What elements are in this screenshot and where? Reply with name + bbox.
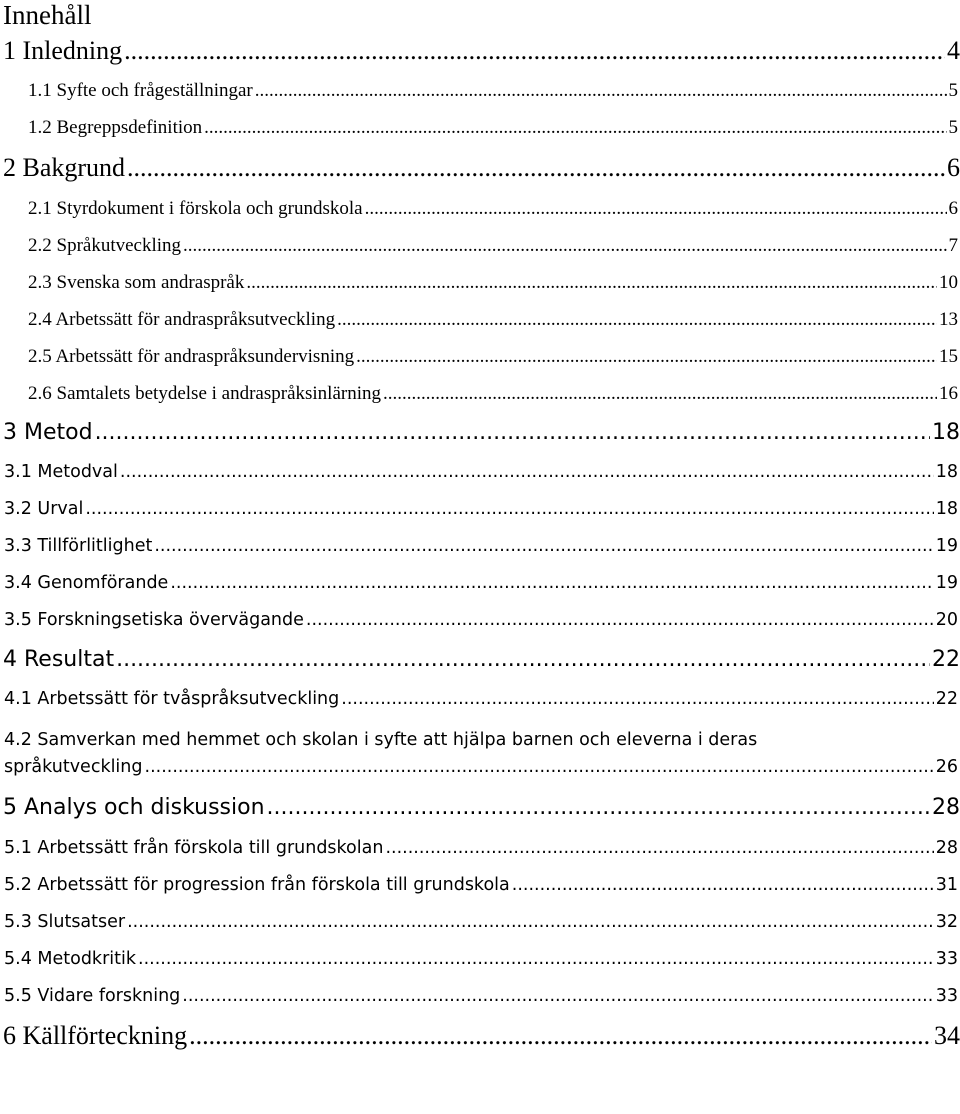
toc-entry-5-analys[interactable] (0, 786, 960, 830)
toc-leader-dots (116, 639, 930, 681)
toc-entry-text: 6 Källförteckning (3, 1021, 188, 1050)
toc-leader-dots (85, 491, 933, 528)
toc-page-number: 4 (947, 36, 960, 65)
toc-leader-dots (341, 681, 933, 718)
toc-entry-text: 3.3 Tillförlitlighet (4, 536, 153, 556)
toc-entry-text: 3.2 Urval (4, 499, 84, 519)
toc-entry-text: 5.5 Vidare forskning (4, 986, 181, 1006)
toc-page-number: 13 (939, 309, 958, 330)
toc-leader-dots (306, 602, 934, 639)
toc-entry-5-3[interactable] (0, 904, 960, 941)
toc-entry-text-line2: språkutveckling (4, 757, 143, 777)
toc-page-number: 33 (935, 949, 958, 969)
toc-entry-5-2[interactable] (0, 867, 960, 904)
toc-leader-dots (246, 264, 937, 301)
toc-title: Innehåll (3, 0, 92, 30)
toc-entry-3-5[interactable] (0, 602, 960, 639)
toc-page-number: 5 (948, 80, 958, 101)
toc-page-number: 20 (935, 610, 958, 630)
toc-leader-dots (183, 227, 946, 264)
toc-entry-4-resultat[interactable] (0, 639, 960, 681)
toc-leader-dots (189, 1015, 932, 1057)
toc-page-number: 10 (939, 272, 958, 293)
toc-entry-text: 1.1 Syfte och frågeställningar (28, 80, 253, 101)
toc-entry-text: 3.5 Forskningsetiska övervägande (4, 610, 304, 630)
toc-page-number: 26 (935, 757, 958, 777)
toc-entry-text: 4 Resultat (3, 647, 115, 672)
toc-leader-dots (204, 109, 946, 146)
toc-entry-5-1[interactable] (0, 830, 960, 867)
toc-page-number: 6 (948, 198, 958, 219)
toc-page-number: 5 (948, 117, 958, 138)
toc-leader-dots (356, 338, 937, 375)
toc-entry-text: 2.1 Styrdokument i förskola och grundskola (28, 198, 363, 219)
toc-page-number: 31 (935, 875, 958, 895)
toc-page-number: 15 (939, 346, 958, 367)
toc-page-number: 22 (935, 689, 958, 709)
toc-entry-text: 2.2 Språkutveckling (28, 235, 182, 256)
toc-entry-text: 1 Inledning (3, 36, 123, 65)
toc-entry-2-3[interactable] (0, 264, 960, 301)
toc-entry-text: 2.3 Svenska som andraspråk (28, 272, 245, 293)
toc-leader-dots (127, 904, 934, 941)
toc-page-number: 7 (948, 235, 958, 256)
toc-leader-dots (365, 190, 947, 227)
toc-entry-3-4[interactable] (0, 565, 960, 602)
toc-leader-dots (512, 867, 934, 904)
toc-page-number: 32 (935, 912, 958, 932)
toc-leader-dots (182, 978, 933, 1015)
toc-entry-5-4[interactable] (0, 941, 960, 978)
toc-page-number: 19 (935, 573, 958, 593)
toc-leader-dots (170, 565, 933, 602)
toc-leader-dots (127, 146, 945, 190)
toc-page-number: 18 (932, 420, 960, 445)
toc-entry-text: 5.2 Arbetssätt för progression från förskola till grundskola (4, 875, 510, 895)
toc-page-number: 28 (935, 838, 958, 858)
toc-entry-text: 1.2 Begreppsdefinition (28, 117, 203, 138)
toc-leader-dots (385, 830, 933, 867)
toc-leader-dots (383, 375, 937, 412)
toc-entry-5-5[interactable] (0, 978, 960, 1015)
toc-entry-text: 2.6 Samtalets betydelse i andraspråksinlärning (28, 383, 381, 404)
toc-entry-4-2[interactable] (0, 718, 960, 786)
toc-entry-4-1[interactable] (0, 681, 960, 718)
toc-entry-3-metod[interactable] (0, 412, 960, 454)
toc-entry-text: 2 Bakgrund (3, 153, 126, 182)
toc-entry-2-2[interactable] (0, 227, 960, 264)
toc-entry-text: 5.1 Arbetssätt från förskola till grundskolan (4, 838, 384, 858)
toc-entry-2-6[interactable] (0, 375, 960, 412)
toc-page-number: 16 (939, 383, 958, 404)
toc-page-number: 33 (935, 986, 958, 1006)
toc-entry-text-line1: 4.2 Samverkan med hemmet och skolan i syfte att hjälpa barnen och eleverna i deras (4, 730, 758, 750)
toc-leader-dots (154, 528, 933, 565)
toc-page-number: 28 (932, 795, 960, 820)
toc-entry-3-1[interactable] (0, 454, 960, 491)
toc-page-number: 6 (947, 153, 960, 182)
toc-entry-3-2[interactable] (0, 491, 960, 528)
toc-entry-text: 2.4 Arbetssätt för andraspråksutveckling (28, 309, 336, 330)
toc-entry-1-inledning[interactable] (0, 30, 960, 72)
toc-leader-dots (337, 301, 937, 338)
toc-entry-1-2[interactable] (0, 109, 960, 146)
toc-leader-dots (138, 941, 934, 978)
toc-entry-1-1[interactable] (0, 72, 960, 109)
toc-entry-6-kallforteckning[interactable] (0, 1015, 960, 1057)
toc-leader-dots (120, 454, 934, 491)
toc-entry-2-4[interactable] (0, 301, 960, 338)
toc-entry-2-5[interactable] (0, 338, 960, 375)
toc-leader-dots (255, 72, 947, 109)
toc-page-number: 19 (935, 536, 958, 556)
toc-entry-3-3[interactable] (0, 528, 960, 565)
toc-leader-dots (124, 30, 945, 72)
toc-page-number: 22 (932, 647, 960, 672)
toc-entry-2-1[interactable] (0, 190, 960, 227)
toc-page-number: 34 (934, 1021, 960, 1050)
toc-entry-text: 5.3 Slutsatser (4, 912, 126, 932)
toc-leader-dots (145, 752, 934, 782)
toc-entry-text: 5.4 Metodkritik (4, 949, 136, 969)
toc-leader-dots (267, 786, 930, 830)
toc-entry-text: 3.4 Genomförande (4, 573, 169, 593)
table-of-contents (0, 30, 960, 1057)
toc-entry-text: 3 Metod (3, 420, 93, 445)
toc-page-number: 18 (935, 462, 958, 482)
toc-entry-text: 5 Analys och diskussion (3, 795, 265, 820)
toc-entry-text: 2.5 Arbetssätt för andraspråksundervisning (28, 346, 355, 367)
toc-entry-text: 4.1 Arbetssätt för tvåspråksutveckling (4, 689, 340, 709)
toc-entry-line2 (4, 752, 958, 786)
toc-leader-dots (95, 412, 930, 454)
toc-page-number: 18 (935, 499, 958, 519)
toc-entry-text: 3.1 Metodval (4, 462, 118, 482)
toc-entry-2-bakgrund[interactable] (0, 146, 960, 190)
